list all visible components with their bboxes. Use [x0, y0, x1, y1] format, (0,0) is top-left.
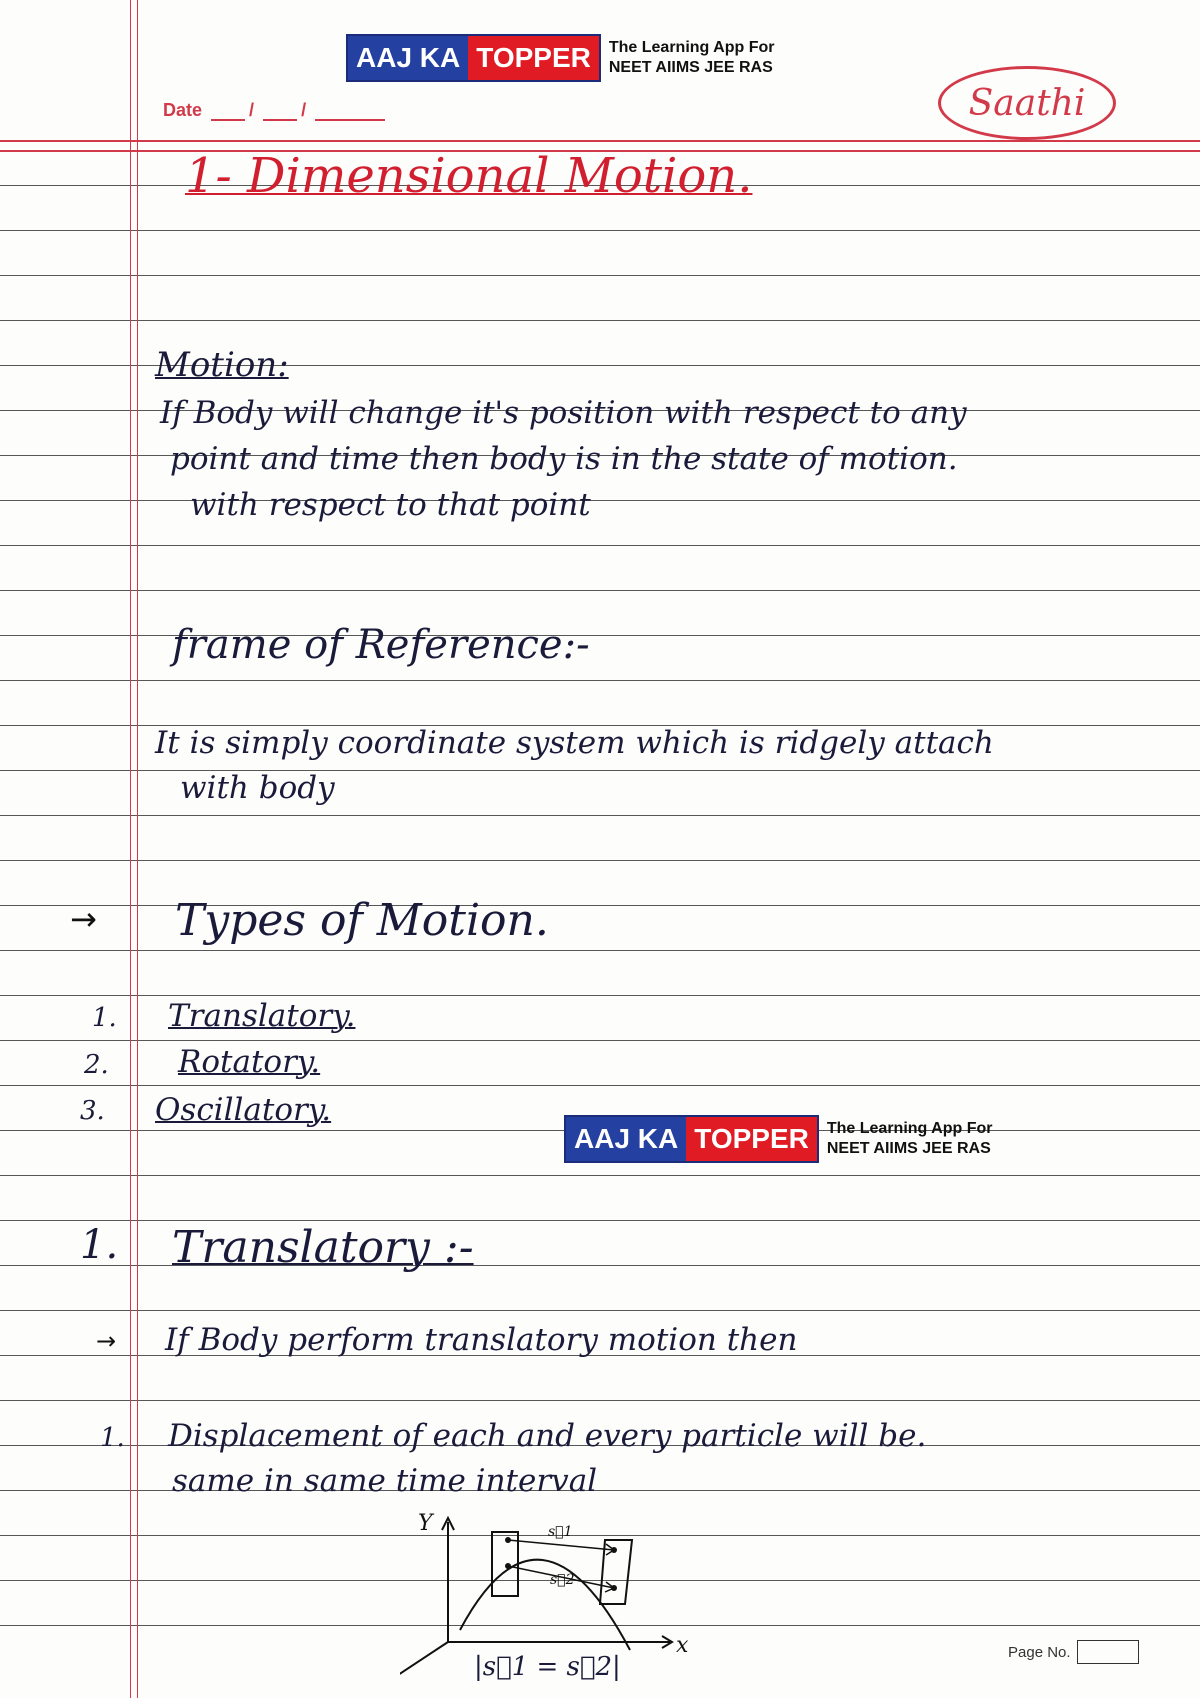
date-label: Date — [163, 100, 203, 120]
motion-line-3: with respect to that point — [190, 487, 591, 523]
brand-tagline-1: The Learning App For — [826, 1120, 993, 1137]
header-rule — [0, 140, 1200, 142]
rule-line — [0, 590, 1200, 591]
types-item-num: 2. — [84, 1050, 109, 1080]
vector-s1 — [508, 1540, 614, 1550]
page-no-label: Page No. — [1008, 1643, 1071, 1661]
arrow-icon: → — [96, 1327, 117, 1355]
rule-line — [0, 1040, 1200, 1041]
rule-line — [0, 500, 1200, 501]
brand-banner-middle — [564, 1115, 992, 1163]
frame-heading: frame of Reference:- — [172, 622, 590, 668]
saathi-logo: Saathi — [938, 66, 1116, 140]
date-blank — [315, 119, 385, 121]
motion-line-1: If Body will change it's position with respect to any — [160, 395, 967, 431]
rule-line — [0, 1085, 1200, 1086]
page-title: 1- Dimensional Motion. — [185, 148, 753, 204]
translatory-heading: Translatory :- — [172, 1222, 474, 1273]
types-item-num: 3. — [80, 1096, 105, 1126]
motion-line-2: point and time then body is in the state of motion. — [170, 441, 958, 477]
brand-right: TOPPER — [686, 1117, 817, 1161]
arrow-icon: → — [70, 900, 97, 938]
brand-left: AAJ KA — [348, 36, 468, 80]
rule-line — [0, 1310, 1200, 1311]
rule-line — [0, 815, 1200, 816]
vector-s2-label: s⃗2 — [550, 1572, 575, 1588]
rule-line — [0, 1400, 1200, 1401]
y-axis-label: Y — [418, 1511, 433, 1536]
types-item-num: 1. — [92, 1003, 117, 1033]
rule-line — [0, 320, 1200, 321]
brand-tagline — [609, 38, 775, 78]
date-sep: / — [249, 100, 255, 120]
displacement-equation: |s⃗1 = s⃗2| — [474, 1652, 621, 1682]
x-axis-label: x — [676, 1633, 689, 1658]
types-heading: Types of Motion. — [175, 895, 549, 946]
translatory-point: If Body perform translatory motion then — [165, 1322, 798, 1358]
body-initial — [492, 1532, 518, 1596]
frame-line-2: with body — [180, 770, 335, 806]
particle-point — [505, 1563, 511, 1569]
rule-line — [0, 545, 1200, 546]
brand-banner-top — [346, 34, 774, 82]
date-blank — [263, 119, 297, 121]
rule-line — [0, 950, 1200, 951]
brand-tagline-1: The Learning App For — [608, 39, 775, 56]
types-item-label: Oscillatory. — [155, 1092, 332, 1128]
rule-line — [0, 1220, 1200, 1221]
rule-line — [0, 860, 1200, 861]
brand-tagline — [827, 1119, 993, 1159]
rule-line — [0, 995, 1200, 996]
brand-tagline-2: NEET AIIMS JEE RAS — [608, 59, 773, 76]
translatory-item-line-1: Displacement of each and every particle will be. — [168, 1418, 927, 1454]
margin-line — [137, 0, 138, 1698]
types-item-label: Translatory. — [168, 998, 356, 1034]
rule-line — [0, 275, 1200, 276]
page-number-field — [1008, 1640, 1139, 1664]
rule-line — [0, 1175, 1200, 1176]
frame-line-1: It is simply coordinate system which is ridgely attach — [155, 725, 994, 761]
translatory-item-num: 1. — [100, 1423, 125, 1453]
brand-logo — [346, 34, 601, 82]
particle-point — [505, 1537, 511, 1543]
z-axis — [400, 1642, 448, 1690]
page-no-box — [1077, 1640, 1139, 1664]
rule-line — [0, 680, 1200, 681]
date-blank — [211, 119, 245, 121]
date-sep: / — [301, 100, 307, 120]
particle-point — [611, 1585, 617, 1591]
motion-heading: Motion: — [155, 345, 289, 385]
rule-line — [0, 230, 1200, 231]
translatory-item-line-2: same in same time interval — [172, 1463, 598, 1499]
brand-right: TOPPER — [468, 36, 599, 80]
brand-tagline-2: NEET AIIMS JEE RAS — [826, 1140, 991, 1157]
particle-point — [611, 1547, 617, 1553]
translatory-num: 1. — [80, 1222, 119, 1268]
brand-logo — [564, 1115, 819, 1163]
margin-line — [130, 0, 131, 1698]
brand-left: AAJ KA — [566, 1117, 686, 1161]
vector-s1-label: s⃗1 — [548, 1524, 573, 1540]
types-item-label: Rotatory. — [178, 1044, 321, 1080]
date-field — [163, 100, 389, 121]
